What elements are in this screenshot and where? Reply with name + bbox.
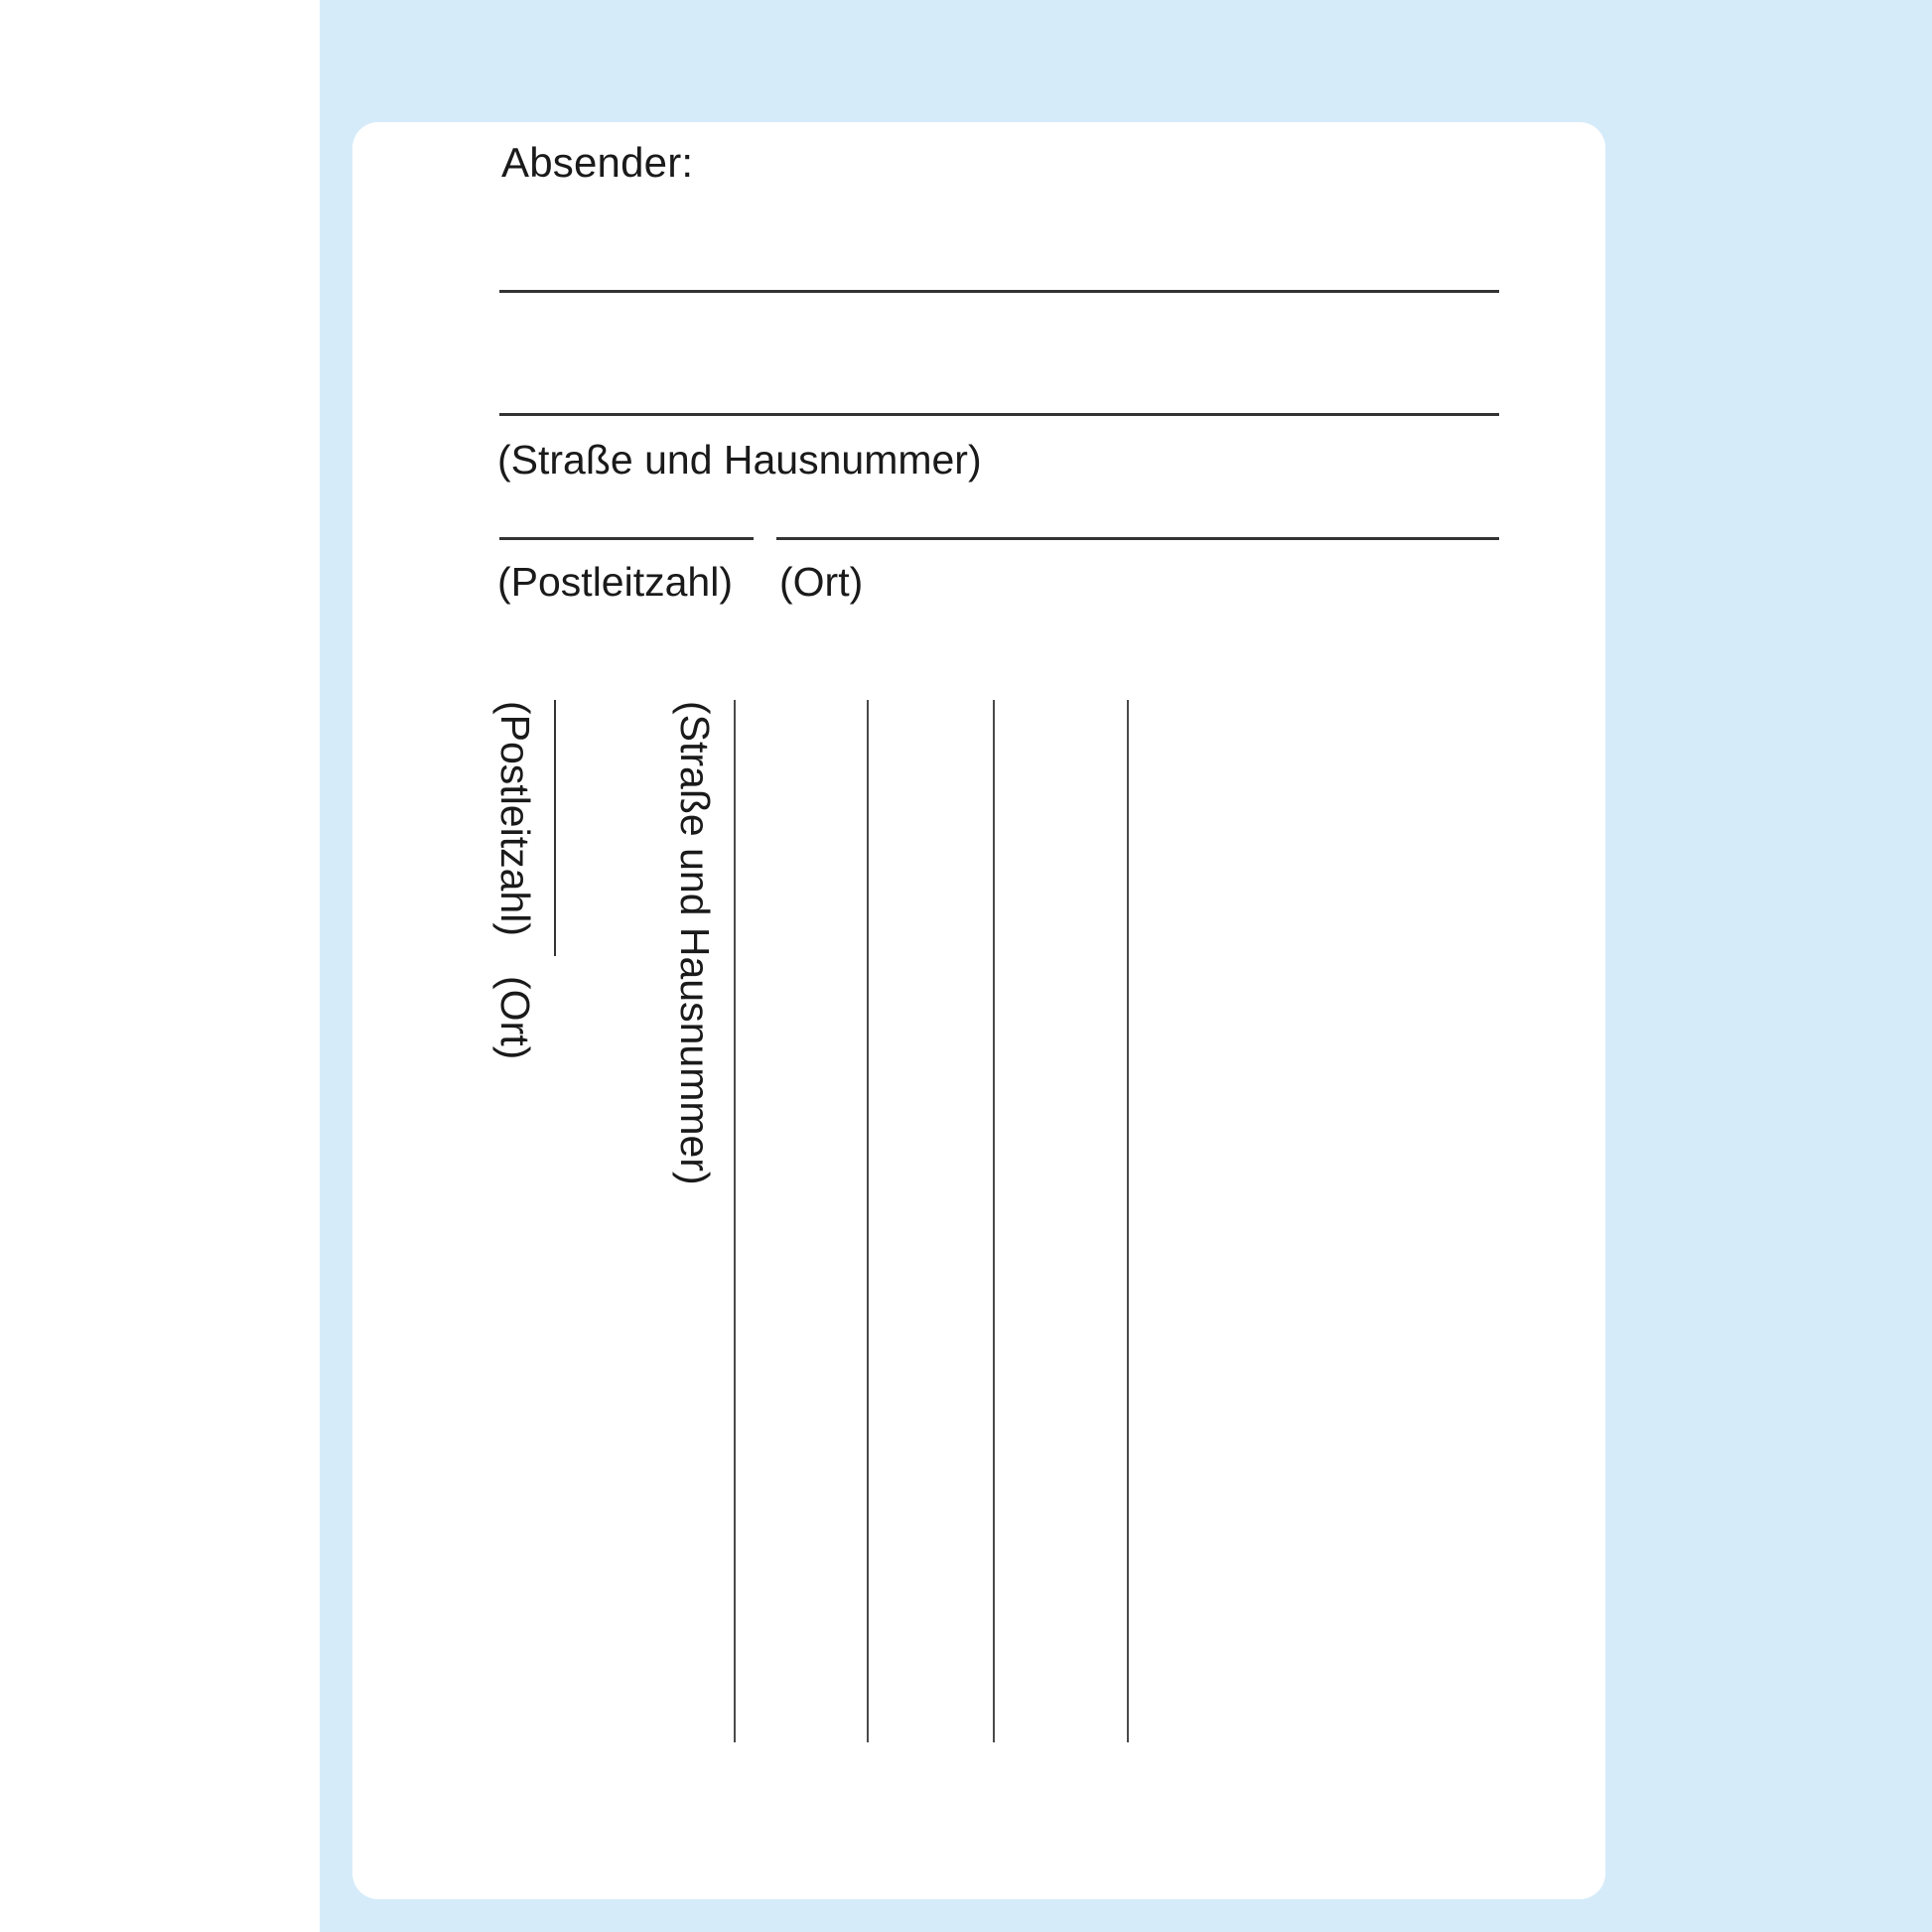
recipient-city-caption: (Ort) <box>492 976 538 1060</box>
recipient-postal-code-caption: (Postleitzahl) <box>492 701 538 936</box>
sender-postal-code-caption: (Postleitzahl) <box>497 559 733 605</box>
sender-city-line[interactable] <box>776 537 1499 540</box>
sender-street-line[interactable] <box>499 413 1499 416</box>
sender-city-caption: (Ort) <box>779 559 864 605</box>
recipient-line-4[interactable] <box>1127 700 1129 1742</box>
recipient-line-3[interactable] <box>993 700 995 1742</box>
sender-heading: Absender: <box>501 139 694 186</box>
sender-street-caption: (Straße und Hausnummer) <box>497 437 982 483</box>
recipient-street-caption: (Straße und Hausnummer) <box>672 701 718 1185</box>
form-card <box>352 122 1605 1899</box>
recipient-line-2[interactable] <box>867 700 869 1742</box>
sender-name-line[interactable] <box>499 290 1499 293</box>
recipient-postal-code-line[interactable] <box>554 700 556 956</box>
sender-postal-code-line[interactable] <box>499 537 754 540</box>
recipient-line-1[interactable] <box>734 700 736 1742</box>
